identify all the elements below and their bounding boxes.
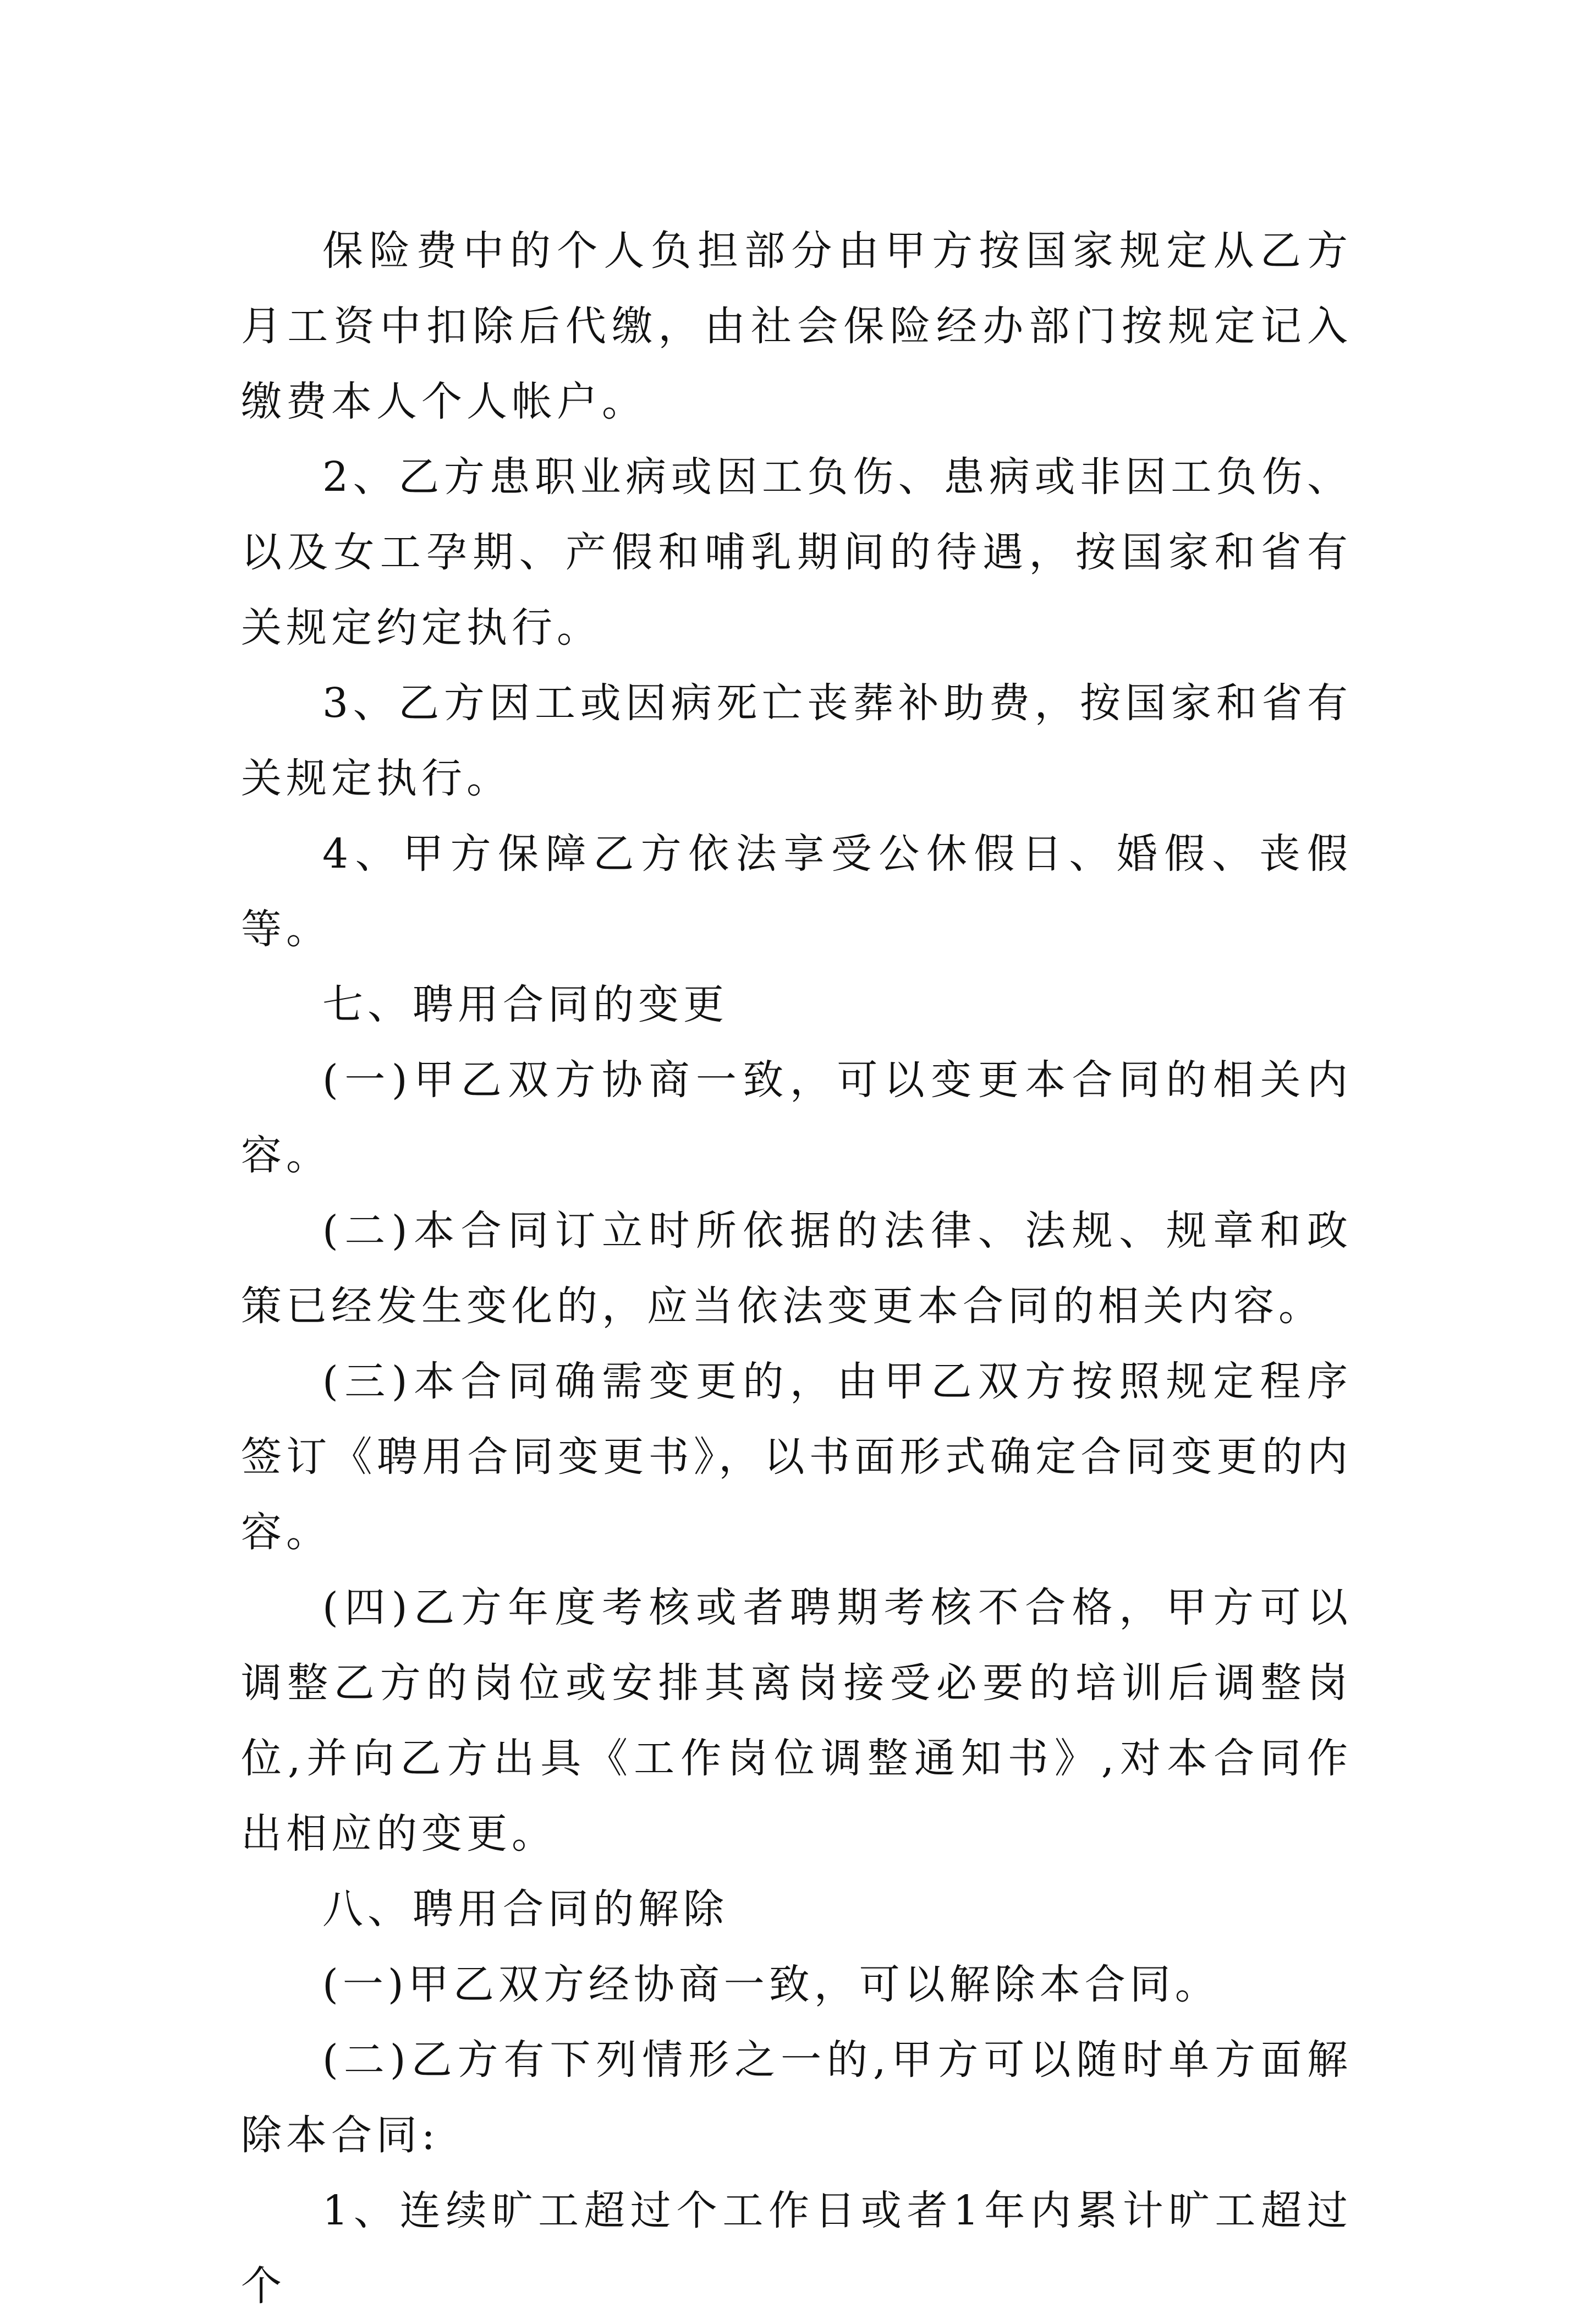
paragraph-termination-2: (二)乙方有下列情形之一的,甲方可以随时单方面解除本合同:	[241, 2036, 1352, 2159]
section-heading-contract-change: 七、聘用合同的变更	[322, 981, 728, 1028]
paragraph-change-2: (二)本合同订立时所依据的法律、法规、规章和政策已经发生变化的，应当依法变更本合同的相关内容。	[241, 1207, 1352, 1330]
paragraph-change-1: (一)甲乙双方协商一致，可以变更本合同的相关内容。	[241, 1056, 1352, 1179]
paragraph-termination-item-1: 1、连续旷工超过个工作日或者1年内累计旷工超过个	[241, 2187, 1352, 2310]
paragraph-holidays: 4、甲方保障乙方依法享受公休假日、婚假、丧假等。	[241, 830, 1352, 953]
paragraph-termination-1: (一)甲乙双方经协商一致，可以解除本合同。	[322, 1961, 1220, 2008]
paragraph-funeral-subsidy: 3、乙方因工或因病死亡丧葬补助费，按国家和省有关规定执行。	[241, 679, 1352, 802]
document-body	[241, 213, 1352, 2324]
paragraph-occupational-disease: 2、乙方患职业病或因工负伤、患病或非因工负伤、以及女工孕期、产假和哺乳期间的待遇，按国家和省有关规定约定执行。	[241, 453, 1352, 651]
paragraph-change-3: (三)本合同确需变更的，由甲乙双方按照规定程序签订《聘用合同变更书》，以书面形式确定合同变更的内容。	[241, 1358, 1352, 1556]
paragraph-change-4: (四)乙方年度考核或者聘期考核不合格，甲方可以调整乙方的岗位或安排其离岗接受必要的培训后调整岗位,并向乙方出具《工作岗位调整通知书》,对本合同作出相应的变更。	[241, 1584, 1352, 1857]
paragraph-insurance-deduction: 保险费中的个人负担部分由甲方按国家规定从乙方月工资中扣除后代缴，由社会保险经办部门按规定记入缴费本人个人帐户。	[241, 227, 1352, 425]
section-heading-contract-termination: 八、聘用合同的解除	[322, 1885, 728, 1933]
